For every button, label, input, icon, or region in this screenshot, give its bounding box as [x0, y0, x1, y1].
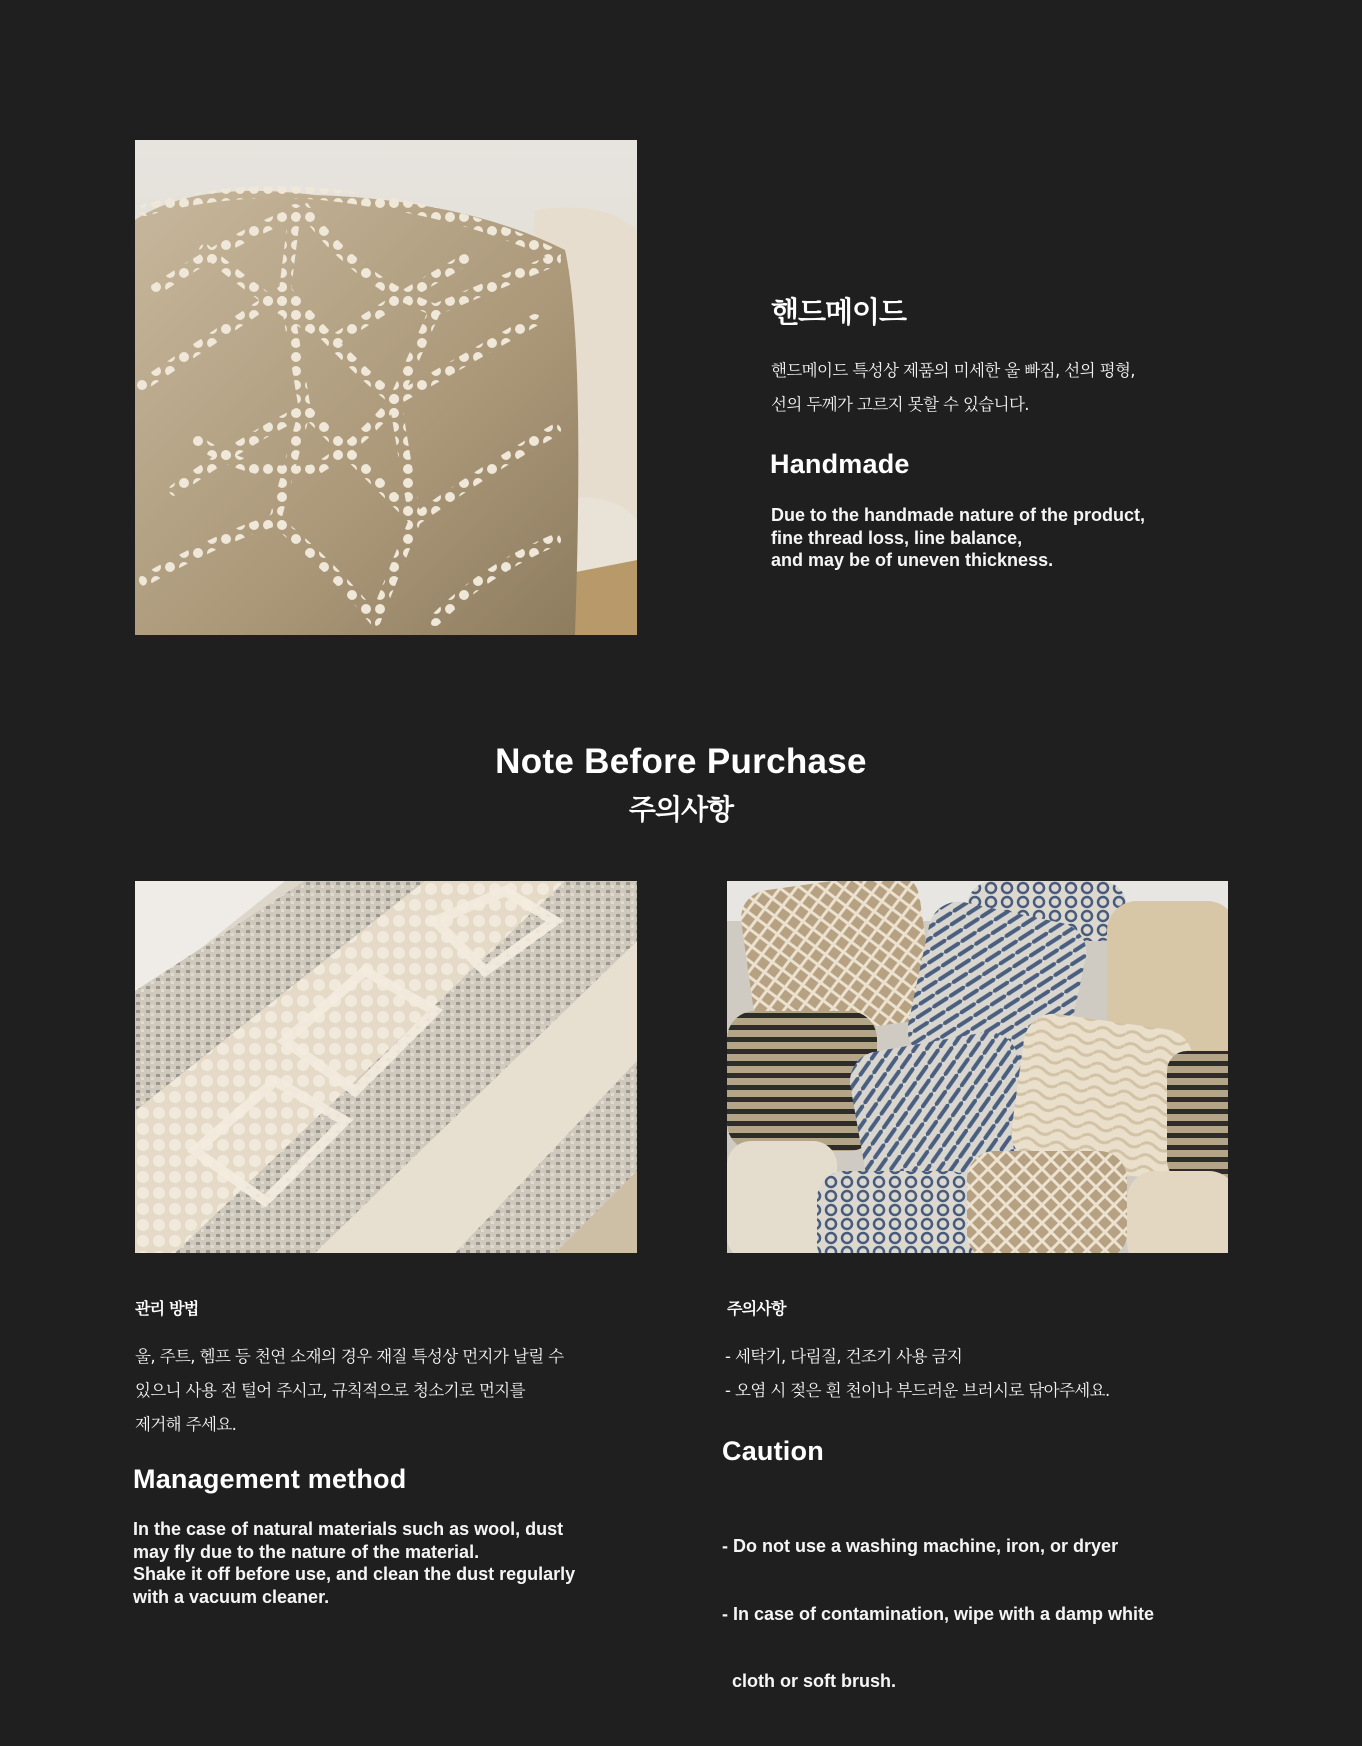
- caution-body-kr: - 세탁기, 다림질, 건조기 사용 금지 - 오염 시 젖은 흰 천이나 부드러운 브러시로 닦아주세요.: [725, 1347, 1110, 1400]
- assorted-poufs-photo: [727, 881, 1228, 1253]
- handmade-pouf-photo: [135, 140, 637, 635]
- care-body-kr: 울, 주트, 헴프 등 천연 소재의 경우 재질 특성상 먼지가 날릴 수 있으니 사용 전 털어 주시고, 규칙적으로 청소기로 먼지를 제거해 주세요.: [135, 1347, 564, 1434]
- care-title-en: Management method: [133, 1464, 407, 1494]
- note-title-kr: 주의사항: [628, 793, 734, 826]
- handmade-title-en: Handmade: [770, 449, 910, 479]
- textured-cushion-photo: [135, 881, 637, 1253]
- handmade-body-en: Due to the handmade nature of the product, fine thread loss, line balance, and may be of uneven thickness.: [771, 505, 1146, 570]
- note-title-en: Note Before Purchase: [495, 742, 867, 781]
- care-body-en: In the case of natural materials such as wool, dust may fly due to the nature of the material. Shake it off before use, and clean the dust regularly with a vacuum cleaner.: [133, 1519, 576, 1607]
- caution-title-en: Caution: [722, 1436, 824, 1466]
- caution-body-en: - Do not use a washing machine, iron, or dryer - In case of contamination, wipe with a damp white cloth or soft brush.: [722, 1536, 1155, 1691]
- care-title-kr: 관리 방법: [135, 1299, 199, 1318]
- handmade-body-kr: 핸드메이드 특성상 제품의 미세한 울 빠짐, 선의 평형, 선의 두께가 고르지 못할 수 있습니다.: [771, 361, 1135, 414]
- caution-title-kr: 주의사항: [727, 1299, 786, 1318]
- handmade-title-kr: 핸드메이드: [771, 295, 907, 329]
